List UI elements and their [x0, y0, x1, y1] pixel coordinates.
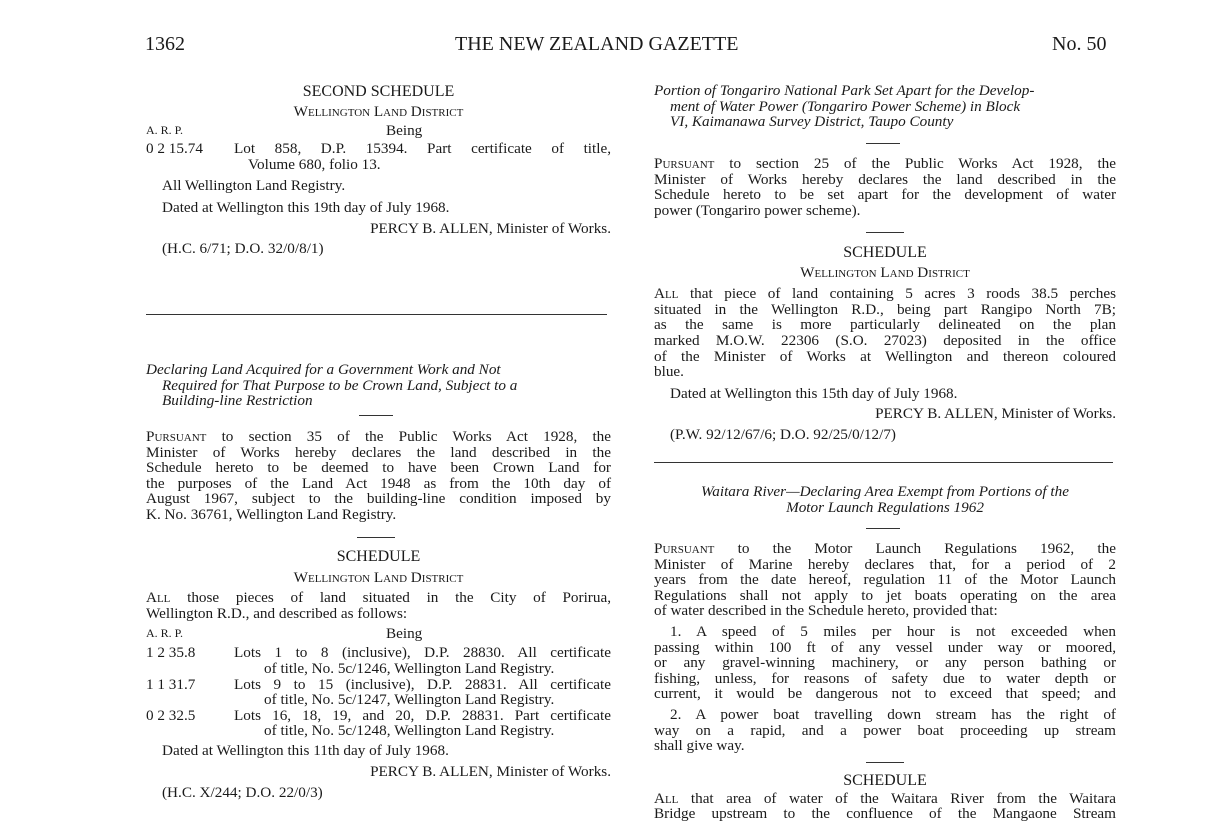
- section-divider: [146, 314, 607, 315]
- condition-item: 1. A speed of 5 miles per hour is not exceeded when: [670, 622, 1116, 640]
- notice-title-line: Building-line Restriction: [162, 392, 313, 410]
- body-text: or any gravel-winning machinery, or any person bathing or: [654, 654, 1116, 672]
- reference: (H.C. 6/71; D.O. 32/0/8/1): [162, 240, 324, 258]
- notice-title-line: Motor Launch Regulations 1962: [786, 498, 984, 516]
- schedule-entry: [146, 645, 611, 676]
- section-divider: [654, 462, 1113, 463]
- short-divider: [866, 232, 904, 233]
- left-column: [146, 84, 611, 257]
- short-divider: [357, 537, 395, 538]
- entry-description-cont: of title, No. 5c/1248, Wellington Land Registry.: [264, 722, 555, 740]
- short-divider: [866, 143, 900, 144]
- entry-arp: 1 1 31.7: [146, 675, 196, 693]
- body-text: August 1967, subject to the building-line condition imposed by: [146, 490, 611, 508]
- schedule-district: Wellington Land District: [293, 568, 464, 586]
- body-text: to section 25 of the Public Works Act 1928, the: [714, 155, 1116, 172]
- arp-header: A. R. P.: [146, 123, 184, 138]
- entry-arp: 0 2 32.5: [146, 706, 196, 724]
- entry-description: Lots 1 to 8 (inclusive), D.P. 28830. All certificate: [234, 644, 611, 662]
- second-schedule-district: Wellington Land District: [293, 102, 464, 120]
- gazette-title: THE NEW ZEALAND GAZETTE: [455, 33, 739, 55]
- body-text: blue.: [654, 363, 684, 381]
- body-text: power (Tongariro power scheme).: [654, 201, 861, 219]
- schedule-heading: SCHEDULE: [843, 244, 927, 261]
- signature: PERCY B. ALLEN, Minister of Works.: [875, 405, 1116, 423]
- body-text: situated in the Wellington R.D., being part Rangipo North 7B;: [654, 300, 1116, 318]
- registry-note: All Wellington Land Registry.: [162, 177, 346, 195]
- body-text: that area of water of the Waitara River from the Waitara: [678, 789, 1116, 807]
- schedule-heading: SCHEDULE: [336, 548, 421, 565]
- body-text: those pieces of land situated in the City of Porirua,: [170, 589, 611, 607]
- body-text: current, it would be dangerous not to exceed that speed; and: [654, 685, 1116, 703]
- notice-title-line: ment of Water Power (Tongariro Power Scheme) in Block: [670, 97, 1021, 115]
- schedule-entry: [146, 708, 611, 739]
- body-text: Regulations shall not apply to jet boats operating on the area: [654, 586, 1116, 604]
- body-text: the purposes of the Land Act 1948 as from the 10th day of: [146, 474, 611, 492]
- schedule-district: Wellington Land District: [800, 263, 970, 281]
- being-header: Being: [386, 122, 423, 140]
- dated-line: Dated at Wellington this 19th day of July 1968.: [162, 198, 450, 216]
- notice-body: [654, 541, 1116, 754]
- entry-description: Lots 9 to 15 (inclusive), D.P. 28831. All certificate: [234, 675, 611, 693]
- body-text: of the Minister of Works at Wellington and thereon coloured: [654, 347, 1116, 365]
- notice-title-line: Required for That Purpose to be Crown Land, Subject to a: [162, 376, 518, 394]
- schedule-block: [654, 245, 1116, 443]
- lead-word: All: [654, 789, 679, 807]
- entry-arp: 0 2 15.74: [146, 140, 203, 158]
- notice-title: [146, 362, 611, 409]
- body-text: marked M.O.W. 22306 (S.O. 27023) deposited in the office: [654, 331, 1116, 349]
- body-text: to section 35 of the Public Works Act 1928, the: [206, 428, 611, 445]
- second-schedule-heading: SECOND SCHEDULE: [302, 83, 455, 100]
- reference: (P.W. 92/12/67/6; D.O. 92/25/0/12/7): [670, 425, 896, 443]
- short-divider: [359, 415, 393, 416]
- notice-body: [146, 429, 611, 523]
- entry-description: Lots 16, 18, 19, and 20, D.P. 28831. Part certificate: [234, 706, 611, 724]
- body-text: that piece of land containing 5 acres 3 roods 38.5 perches: [678, 285, 1116, 303]
- short-divider: [866, 762, 904, 763]
- notice-title: [654, 83, 1116, 130]
- body-text: years from the date hereof, regulation 11 of the Motor Launch: [654, 571, 1116, 589]
- body-text: shall give way.: [654, 737, 745, 755]
- body-text: Schedule hereto to be set apart for the development of water: [654, 186, 1116, 204]
- lead-word: All: [146, 589, 171, 607]
- lead-word: Pursuant: [654, 540, 715, 557]
- entry-description-cont: of title, No. 5c/1246, Wellington Land Registry.: [264, 659, 555, 677]
- body-text: passing within 100 ft of any vessel under way or moored,: [654, 638, 1116, 656]
- schedule-heading: SCHEDULE: [843, 772, 927, 789]
- dated-line: Dated at Wellington this 15th day of July 1968.: [670, 384, 958, 402]
- body-text: as the same is more particularly delineated on the plan: [654, 316, 1116, 334]
- arp-header: A. R. P.: [146, 626, 184, 641]
- body-text: of water described in the Schedule hereto, provided that:: [654, 602, 998, 620]
- body-text: K. No. 36761, Wellington Land Registry.: [146, 505, 397, 523]
- body-text: Minister of Marine hereby declares that, for a period of 2: [654, 555, 1116, 573]
- lead-word: All: [654, 285, 679, 303]
- body-text: Bridge upstream to the confluence of the Mangaone Stream: [654, 805, 1116, 822]
- notice-title-line: Portion of Tongariro National Park Set Apart for the Develop-: [654, 82, 1035, 99]
- body-text: way on a rapid, and a power boat proceeding up stream: [654, 721, 1116, 739]
- signature: PERCY B. ALLEN, Minister of Works.: [370, 219, 611, 237]
- notice-body: [654, 156, 1116, 218]
- entry-arp: 1 2 35.8: [146, 644, 196, 662]
- signature: PERCY B. ALLEN, Minister of Works.: [370, 762, 611, 780]
- page-number: 1362: [145, 33, 185, 55]
- condition-item: 2. A power boat travelling down stream has the right of: [670, 705, 1116, 723]
- dated-line: Dated at Wellington this 11th day of July 1968.: [162, 741, 449, 759]
- issue-number: No. 50: [1052, 33, 1107, 55]
- body-text: Minister of Works hereby declares the land described in the: [146, 443, 611, 461]
- schedule-block: [654, 773, 1116, 822]
- notice-title: [654, 484, 1116, 515]
- lead-word: Pursuant: [654, 155, 715, 172]
- entry-description-cont: Volume 680, folio 13.: [248, 155, 381, 173]
- reference: (H.C. X/244; D.O. 22/0/3): [162, 784, 323, 802]
- body-text: fishing, unless, for reasons of safety due to water depth or: [654, 669, 1116, 687]
- schedule-block: [146, 549, 611, 801]
- lead-word: Pursuant: [146, 428, 207, 445]
- body-text: Wellington R.D., and described as follows:: [146, 604, 408, 622]
- notice-title-line: VI, Kaimanawa Survey District, Taupo County: [670, 113, 954, 131]
- body-text: Minister of Works hereby declares the land described in the: [654, 170, 1116, 188]
- notice-title-line: Waitara River—Declaring Area Exempt from Portions of the: [701, 483, 1069, 500]
- entry-description: Lot 858, D.P. 15394. Part certificate of title,: [234, 140, 611, 158]
- body-text: to the Motor Launch Regulations 1962, the: [714, 540, 1116, 557]
- short-divider: [866, 528, 900, 529]
- being-header: Being: [386, 625, 423, 643]
- entry-description-cont: of title, No. 5c/1247, Wellington Land Registry.: [264, 691, 555, 709]
- notice-title-line: Declaring Land Acquired for a Government Work and Not: [146, 361, 501, 378]
- body-text: Schedule hereto to be deemed to have been Crown Land for: [146, 459, 611, 477]
- schedule-entry: [146, 677, 611, 708]
- schedule-entry: [146, 141, 611, 172]
